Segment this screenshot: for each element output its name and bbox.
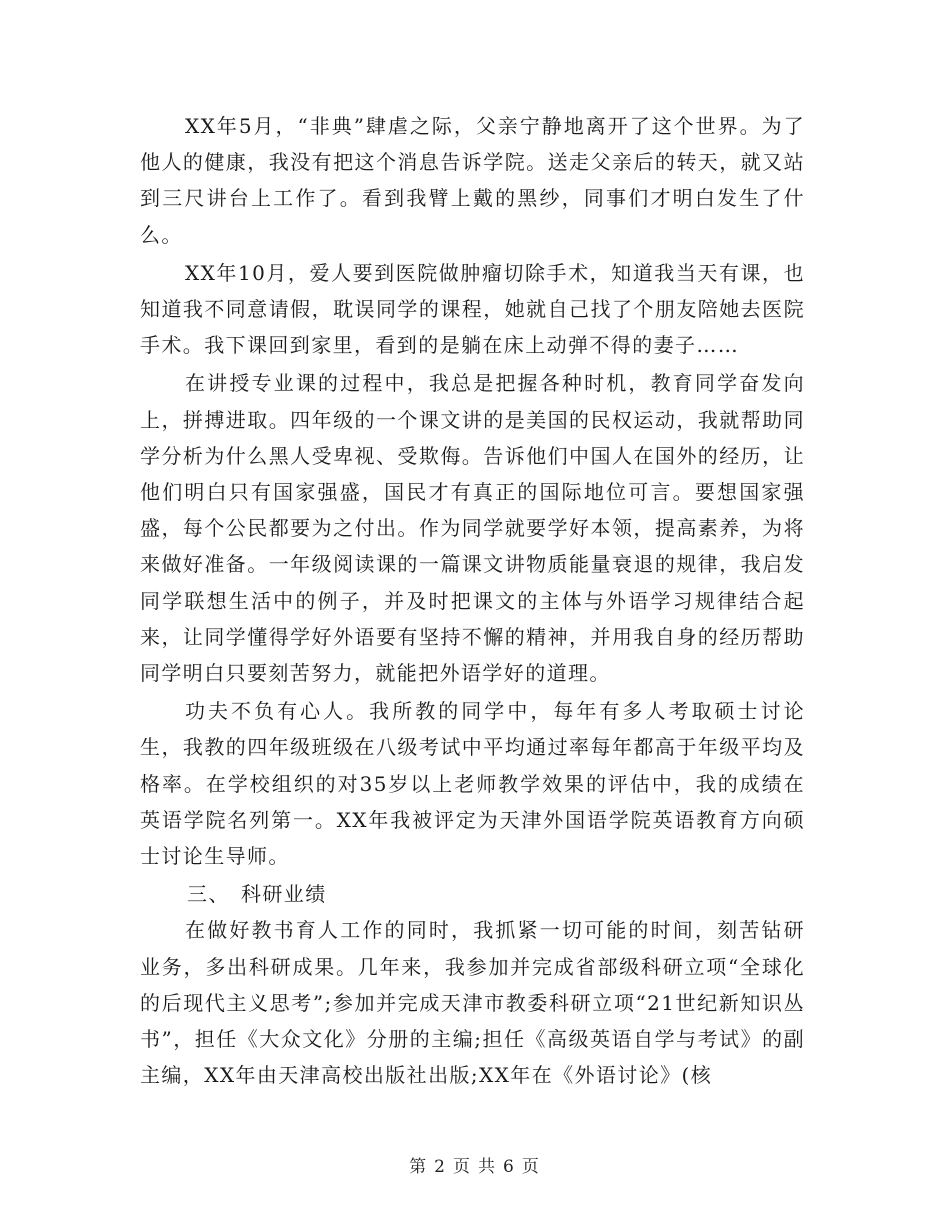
paragraph-2: XX年10月，爱人要到医院做肿瘤切除手术，知道我当天有课，也知道我不同意请假，耽误同学的课程，她就自己找了个朋友陪她去医院手术。我下课回到家里，看到的是躺在床上动弹不得的妻子…… [140,260,805,358]
document-body [140,108,805,1095]
paragraph-3: 在讲授专业课的过程中，我总是把握各种时机，教育同学奋发向上，拼搏进取。四年级的一个课文讲的是美国的民权运动，我就帮助同学分析为什么黑人受卑视、受欺侮。告诉他们中国人在国外的经历，让他们明白只有国家强盛，国民才有真正的国际地位可言。要想国家强盛，每个公民都要为之付出。作为同学就要学好本领，提高素养，为将来做好准备。一年级阅读课的一篇课文讲物质能量衰退的规律，我启发同学联想生活中的例子，并及时把课文的主体与外语学习规律结合起来，让同学懂得学好外语要有坚持不懈的精神，并用我自身的经历帮助同学明白只要刻苦努力，就能把外语学好的道理。 [140,371,805,686]
footer-page-label: 页 [453,1157,472,1177]
footer-total-label: 共 [478,1157,497,1177]
current-page-number: 2 [434,1157,447,1177]
page-footer [0,1152,950,1177]
paragraph-1: XX年5月，“非典”肆虐之际，父亲宁静地离开了这个世界。为了他人的健康，我没有把这个消息告诉学院。送走父亲后的转天，就又站到三尺讲台上工作了。看到我臂上戴的黑纱，同事们才明白发生了什么。 [140,114,805,247]
footer-suffix: 页 [521,1157,541,1177]
paragraph-4: 功夫不负有心人。我所教的同学中，每年有多人考取硕士讨论生，我教的四年级班级在八级考试中平均通过率每年都高于年级平均及格率。在学校组织的对35岁以上老师教学效果的评估中，我的成绩在英语学院名列第一。XX年我被评定为天津外国语学院英语教育方向硕士讨论生导师。 [140,699,805,869]
paragraph-5: 在做好教书育人工作的同时，我抓紧一切可能的时间，刻苦钻研业务，多出科研成果。几年来，我参加并完成省部级科研立项“全球化的后现代主义思考”;参加并完成天津市教委科研立项“21世纪新知识丛书”，担任《大众文化》分册的主编;担任《高级英语自学与考试》的副主编，XX年由天津高校出版社出版;XX年在《外语讨论》(核 [140,918,805,1088]
total-pages-number: 6 [503,1157,516,1177]
footer-prefix: 第 [409,1157,429,1177]
section-title: 科研业绩 [241,882,327,907]
section-heading [140,876,805,912]
section-number: 三、 [187,882,230,907]
